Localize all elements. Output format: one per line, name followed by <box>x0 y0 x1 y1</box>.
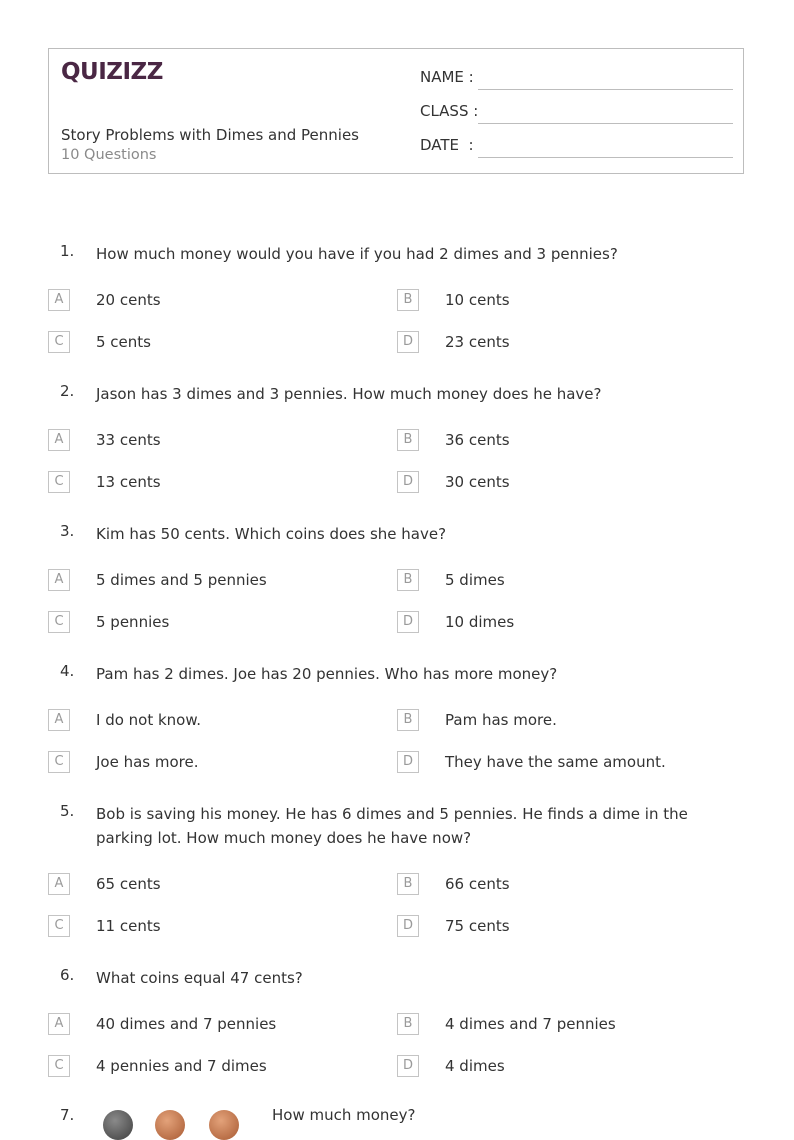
penny-coin-image <box>209 1110 239 1140</box>
option-d-text: 10 dimes <box>445 613 515 631</box>
option-a-box[interactable]: A <box>48 1013 70 1035</box>
option-c-box[interactable]: C <box>48 331 70 353</box>
option-b-box[interactable]: B <box>397 569 419 591</box>
option-c-text: 5 pennies <box>96 613 170 631</box>
question-number: 1. <box>60 242 75 260</box>
option-b-box[interactable]: B <box>397 289 419 311</box>
question-text: Kim has 50 cents. Which coins does she have? <box>96 525 447 543</box>
option-d-text: They have the same amount. <box>445 753 666 771</box>
option-b-text: 4 dimes and 7 pennies <box>445 1015 616 1033</box>
question-number: 6. <box>60 966 75 984</box>
option-a-box[interactable]: A <box>48 289 70 311</box>
class-label: CLASS : <box>420 102 479 120</box>
option-a-text: 65 cents <box>96 875 161 893</box>
option-c-box[interactable]: C <box>48 611 70 633</box>
option-d-box[interactable]: D <box>397 611 419 633</box>
date-line[interactable] <box>478 157 733 158</box>
class-line[interactable] <box>478 123 733 124</box>
option-b-text: 36 cents <box>445 431 510 449</box>
worksheet-title: Story Problems with Dimes and Pennies <box>61 126 359 144</box>
question-text: Pam has 2 dimes. Joe has 20 pennies. Who has more money? <box>96 665 558 683</box>
option-a-text: I do not know. <box>96 711 202 729</box>
option-a-text: 40 dimes and 7 pennies <box>96 1015 277 1033</box>
question-text: Bob is saving his money. He has 6 dimes and 5 pennies. He finds a dime in the parking lot. How much money does he have now? <box>96 805 688 847</box>
option-b-box[interactable]: B <box>397 1013 419 1035</box>
question-number: 7. <box>60 1106 75 1124</box>
option-b-text: Pam has more. <box>445 711 557 729</box>
option-b-box[interactable]: B <box>397 429 419 451</box>
option-d-box[interactable]: D <box>397 331 419 353</box>
option-d-text: 23 cents <box>445 333 510 351</box>
quizizz-logo: QUIZIZZ <box>61 59 163 85</box>
question-text: How much money? <box>272 1106 416 1124</box>
option-c-text: 13 cents <box>96 473 161 491</box>
question-text: How much money would you have if you had 2 dimes and 3 pennies? <box>96 245 618 263</box>
option-a-text: 20 cents <box>96 291 161 309</box>
option-d-text: 30 cents <box>445 473 510 491</box>
option-c-text: 5 cents <box>96 333 151 351</box>
option-d-box[interactable]: D <box>397 915 419 937</box>
question-text: What coins equal 47 cents? <box>96 969 303 987</box>
option-a-box[interactable]: A <box>48 569 70 591</box>
dime-coin-image <box>103 1110 133 1140</box>
option-b-text: 66 cents <box>445 875 510 893</box>
date-label: DATE : <box>420 136 474 154</box>
question-number: 3. <box>60 522 75 540</box>
option-c-text: Joe has more. <box>96 753 199 771</box>
question-number: 5. <box>60 802 75 820</box>
option-c-box[interactable]: C <box>48 751 70 773</box>
option-a-text: 5 dimes and 5 pennies <box>96 571 267 589</box>
question-number: 4. <box>60 662 75 680</box>
option-d-text: 4 dimes <box>445 1057 505 1075</box>
option-a-box[interactable]: A <box>48 709 70 731</box>
option-a-box[interactable]: A <box>48 429 70 451</box>
option-b-box[interactable]: B <box>397 873 419 895</box>
option-a-box[interactable]: A <box>48 873 70 895</box>
option-b-text: 5 dimes <box>445 571 505 589</box>
option-b-box[interactable]: B <box>397 709 419 731</box>
option-c-box[interactable]: C <box>48 1055 70 1077</box>
option-c-box[interactable]: C <box>48 915 70 937</box>
option-a-text: 33 cents <box>96 431 161 449</box>
question-text: Jason has 3 dimes and 3 pennies. How much money does he have? <box>96 385 602 403</box>
worksheet-header <box>48 48 744 174</box>
option-c-text: 4 pennies and 7 dimes <box>96 1057 267 1075</box>
option-d-box[interactable]: D <box>397 471 419 493</box>
penny-coin-image <box>155 1110 185 1140</box>
option-d-box[interactable]: D <box>397 751 419 773</box>
option-d-text: 75 cents <box>445 917 510 935</box>
question-count: 10 Questions <box>61 147 157 163</box>
question-number: 2. <box>60 382 75 400</box>
option-c-text: 11 cents <box>96 917 161 935</box>
option-b-text: 10 cents <box>445 291 510 309</box>
option-c-box[interactable]: C <box>48 471 70 493</box>
name-line[interactable] <box>478 89 733 90</box>
option-d-box[interactable]: D <box>397 1055 419 1077</box>
name-label: NAME : <box>420 68 474 86</box>
